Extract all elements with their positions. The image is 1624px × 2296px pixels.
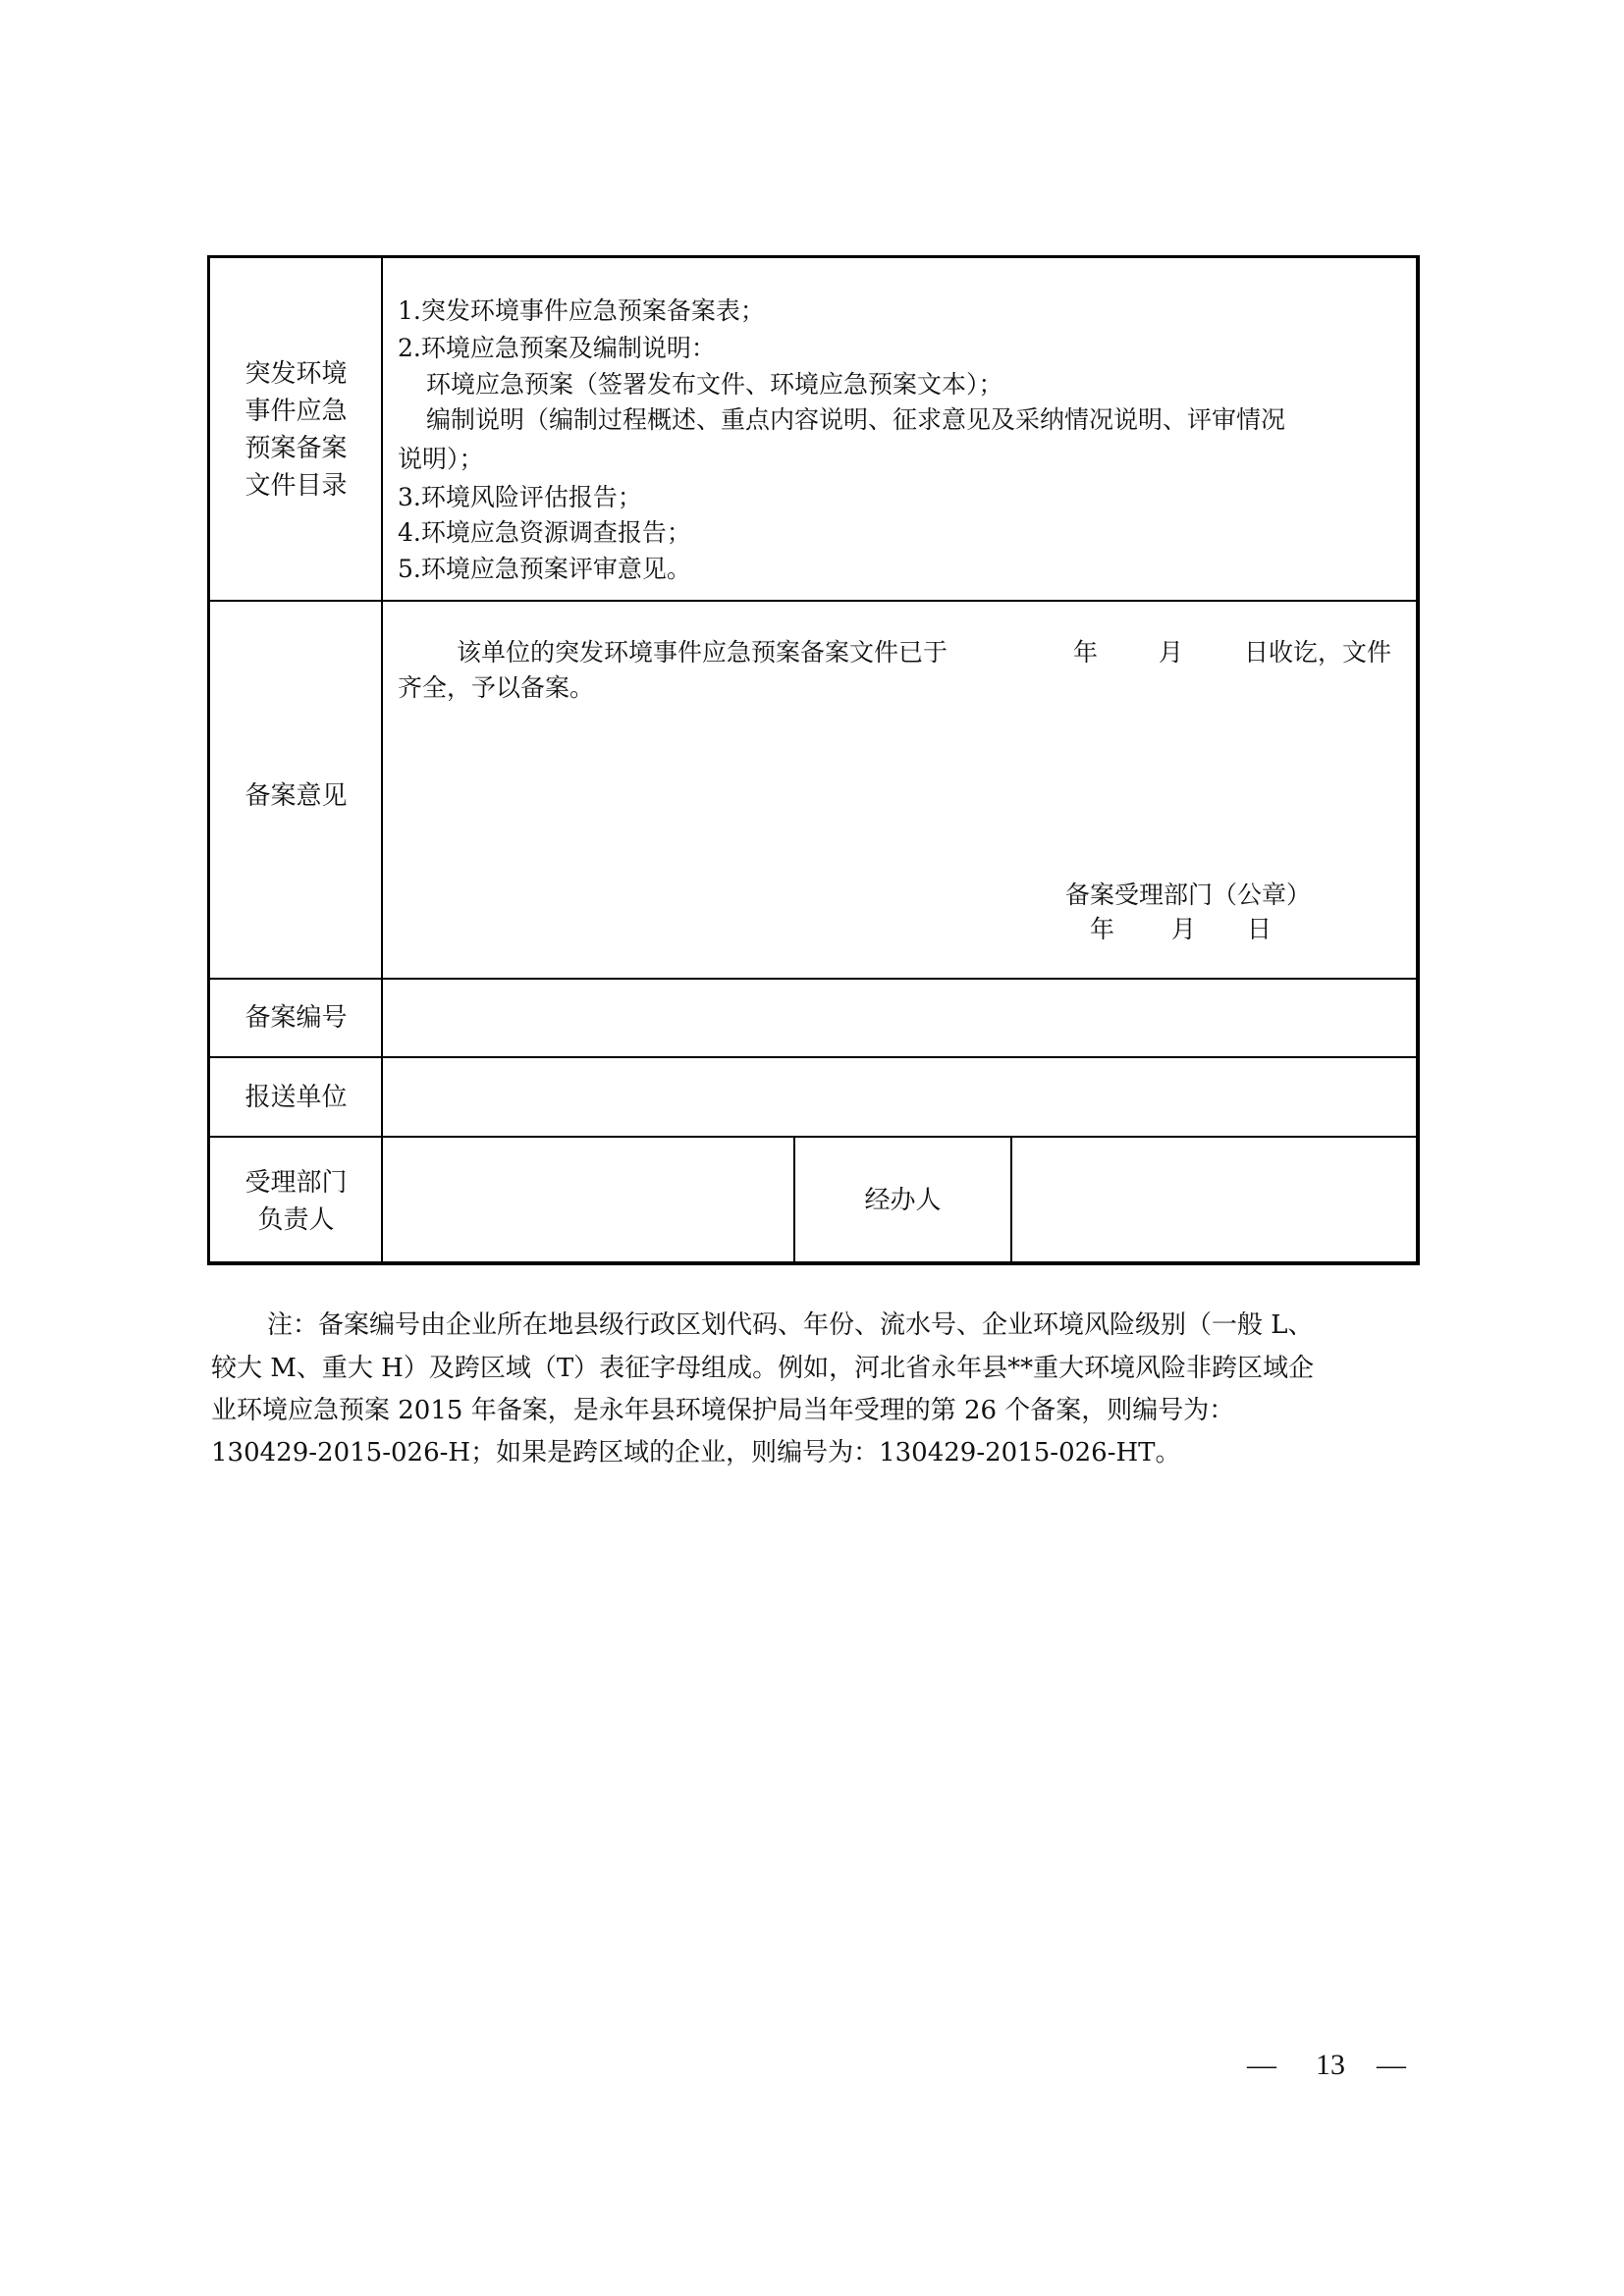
stamp-label: 备案受理部门（公章）	[1065, 881, 1312, 909]
catalog-item: 4.环境应急资源调查报告；	[398, 518, 691, 547]
row-divider-2	[208, 978, 1420, 980]
opinion-month: 月	[1159, 638, 1184, 667]
department-head-field[interactable]	[385, 1139, 791, 1260]
page-number-dash-left: —	[1247, 2049, 1276, 2081]
note-line: 较大 M、重大 H）及跨区域（T）表征字母组成。例如，河北省永年县**重大环境风险非跨区域企	[211, 1354, 1315, 1383]
page-number-dash-right: —	[1377, 2049, 1406, 2081]
row-divider-1	[208, 600, 1420, 602]
submitting-unit-field[interactable]	[385, 1059, 1414, 1135]
department-head-label-line: 负责人	[257, 1205, 335, 1235]
filing-number-field[interactable]	[385, 981, 1414, 1055]
page-number: 13	[1316, 2049, 1345, 2081]
opinion-text-line2: 齐全，予以备案。	[398, 673, 595, 702]
opinion-day-suffix: 日收讫，文件	[1244, 638, 1392, 667]
opinion-text-line1: 该单位的突发环境事件应急预案备案文件已于	[457, 638, 948, 667]
catalog-item: 5.环境应急预案评审意见。	[398, 555, 691, 583]
catalog-subitem: 环境应急预案（签署发布文件、环境应急预案文本）；	[426, 370, 1003, 399]
filing-number-label: 备案编号	[244, 1003, 348, 1033]
note-line: 130429-2015-026-H；如果是跨区域的企业，则编号为：130429-2015-026-HT。	[211, 1438, 1181, 1468]
table-border-bottom	[208, 1261, 1420, 1265]
file-catalog-label	[210, 355, 382, 505]
table-border-right	[1416, 255, 1420, 1265]
submitting-unit-label: 报送单位	[244, 1083, 348, 1112]
table-border-top	[208, 255, 1420, 258]
stamp-year: 年	[1090, 915, 1115, 943]
filing-opinion-label: 备案意见	[244, 781, 348, 811]
catalog-item: 1.突发环境事件应急预案备案表；	[398, 296, 765, 325]
handler-label: 经办人	[864, 1186, 942, 1215]
file-catalog-label-line: 文件目录	[244, 471, 348, 501]
file-catalog-label-line: 突发环境	[244, 359, 348, 389]
row-divider-3	[208, 1056, 1420, 1058]
note-line: 注：备案编号由企业所在地县级行政区划代码、年份、流水号、企业环境风险级别（一般 L、	[267, 1310, 1314, 1340]
file-catalog-label-line: 事件应急	[244, 397, 348, 426]
opinion-year: 年	[1073, 638, 1099, 667]
department-head-label-line: 受理部门	[244, 1168, 348, 1198]
catalog-item: 2.环境应急预案及编制说明：	[398, 334, 716, 362]
catalog-item: 3.环境风险评估报告；	[398, 483, 642, 511]
note-line: 业环境应急预案 2015 年备案，是永年县环境保护局当年受理的第 26 个备案，则编号为：	[211, 1396, 1235, 1425]
handler-right-divider	[1010, 1136, 1012, 1263]
catalog-subitem: 编制说明（编制过程概述、重点内容说明、征求意见及采纳情况说明、评审情况	[426, 405, 1286, 434]
department-head-label	[210, 1164, 382, 1239]
catalog-subitem-cont: 说明）；	[398, 445, 484, 473]
stamp-month: 月	[1171, 915, 1197, 943]
row-divider-4	[208, 1136, 1420, 1138]
file-catalog-label-line: 预案备案	[244, 434, 348, 463]
handler-field[interactable]	[1013, 1139, 1414, 1260]
stamp-day: 日	[1247, 915, 1272, 943]
